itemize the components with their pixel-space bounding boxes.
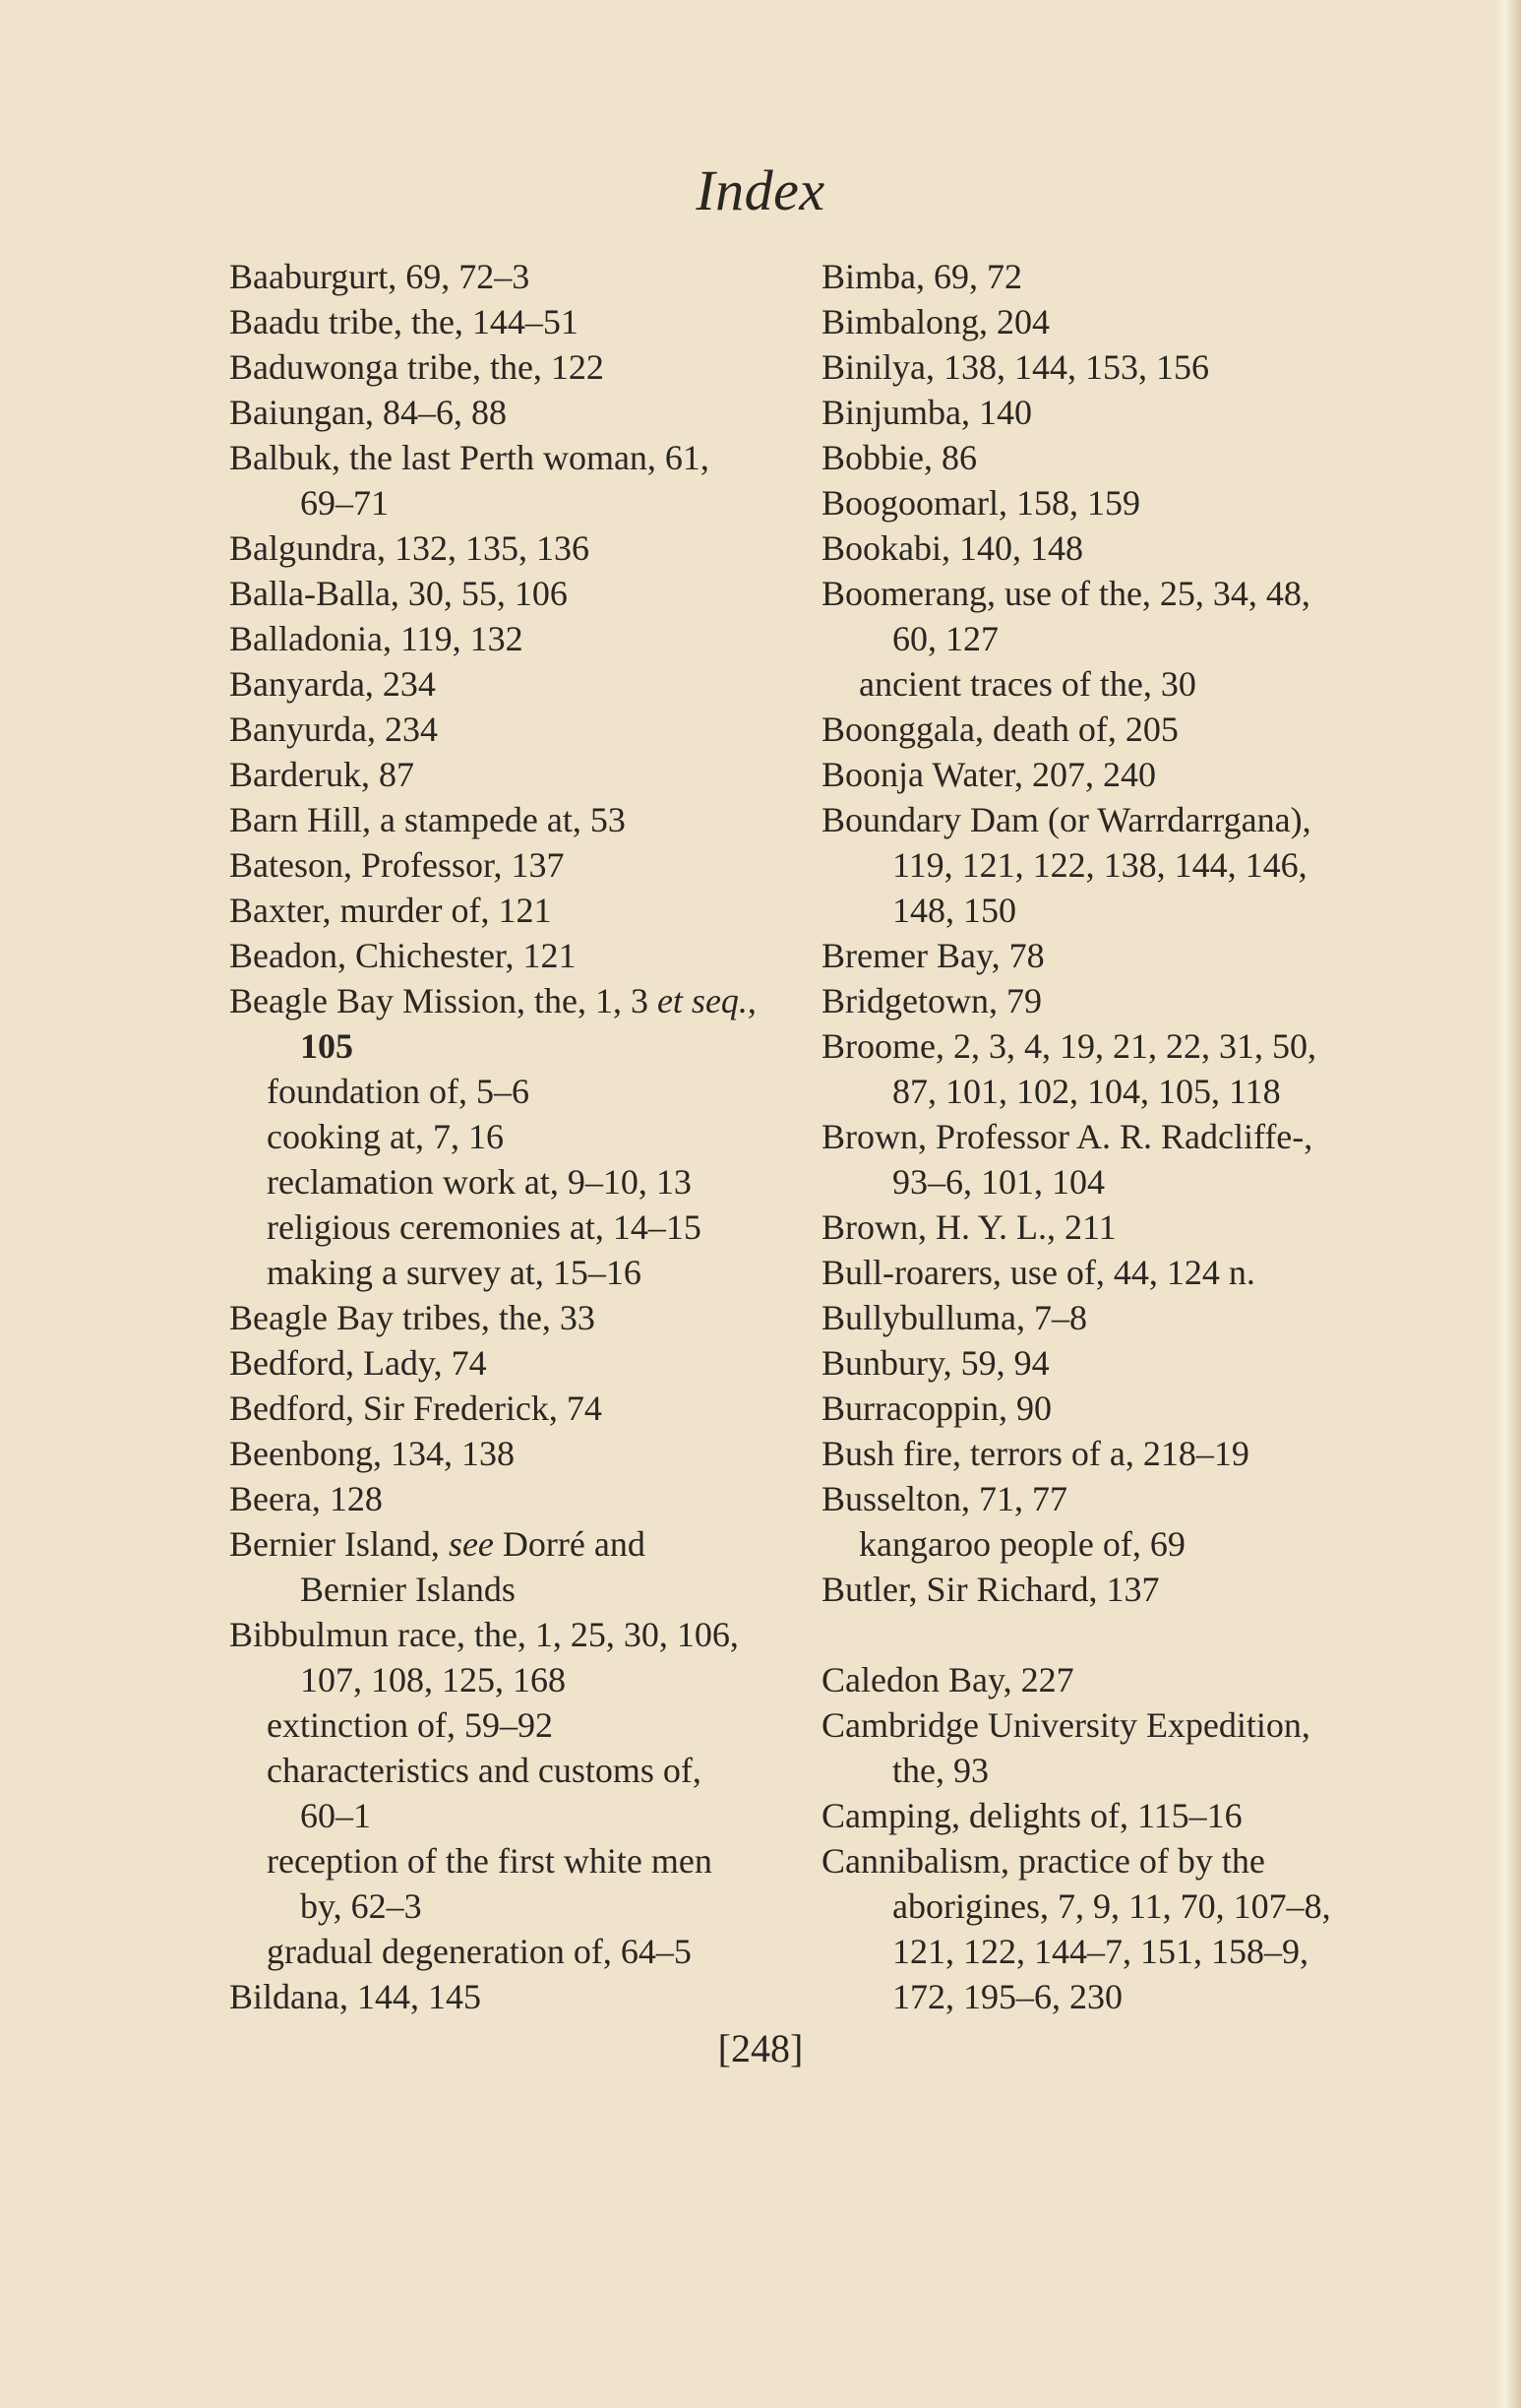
index-subentry: reclamation work at, 9–10, 13 — [267, 1162, 692, 1202]
index-entry: Baaburgurt, 69, 72–3 — [229, 257, 530, 296]
entry-continuation: 87, 101, 102, 104, 105, 118 — [892, 1072, 1281, 1111]
entry-continuation: 93–6, 101, 104 — [892, 1162, 1105, 1202]
index-entry: Bullybulluma, 7–8 — [821, 1298, 1087, 1337]
index-entry: Beenbong, 134, 138 — [229, 1434, 515, 1473]
index-subentry: cooking at, 7, 16 — [267, 1117, 504, 1156]
index-entry: Bateson, Professor, 137 — [229, 845, 565, 885]
index-subentry: foundation of, 5–6 — [267, 1072, 529, 1111]
index-subentry — [229, 1748, 780, 1838]
index-subentry: ancient traces of the, 30 — [859, 664, 1196, 704]
index-entry: Bimbalong, 204 — [821, 302, 1050, 341]
entry-text: Boundary Dam (or Warrdarrgana), — [821, 800, 1311, 839]
page-number: [248] — [717, 2026, 804, 2070]
entry-text: Boomerang, use of the, 25, 34, 48, — [821, 574, 1310, 613]
entry-continuation: 69–71 — [300, 483, 389, 523]
index-entry: Boonggala, death of, 205 — [821, 710, 1179, 749]
index-entry: Beadon, Chichester, 121 — [229, 936, 577, 975]
entry-continuation: 121, 122, 144–7, 151, 158–9, — [892, 1932, 1308, 1971]
index-entry: Bimba, 69, 72 — [821, 257, 1022, 296]
index-column-right — [821, 254, 1377, 2019]
index-subentry: extinction of, 59–92 — [267, 1705, 553, 1745]
index-entry: Bunbury, 59, 94 — [821, 1343, 1050, 1383]
index-entry — [821, 571, 1377, 661]
entry-text: Beagle Bay Mission, the, 1, 3 — [229, 981, 648, 1020]
index-entry: Bush fire, terrors of a, 218–19 — [821, 1434, 1249, 1473]
entry-text: Bibbulmun race, the, 1, 25, 30, 106, — [229, 1615, 739, 1654]
index-entry — [229, 435, 780, 525]
index-subentry: religious ceremonies at, 14–15 — [267, 1207, 701, 1247]
index-entry — [821, 1702, 1377, 1793]
entry-text: Bernier Island, — [229, 1524, 440, 1564]
entry-text: Cambridge University Expedition, — [821, 1705, 1310, 1745]
index-entry: Binjumba, 140 — [821, 393, 1032, 432]
index-entry: Beagle Bay tribes, the, 33 — [229, 1298, 595, 1337]
index-entry — [821, 1023, 1377, 1114]
index-entry — [229, 1521, 780, 1612]
entry-continuation: 172, 195–6, 230 — [892, 1977, 1123, 2016]
index-entry: Baduwonga tribe, the, 122 — [229, 347, 604, 387]
index-entry: Boogoomarl, 158, 159 — [821, 483, 1140, 523]
index-entry — [229, 1612, 780, 1702]
index-entry: Baxter, murder of, 121 — [229, 891, 552, 930]
index-entry: Balla-Balla, 30, 55, 106 — [229, 574, 568, 613]
index-entry: Bedford, Sir Frederick, 74 — [229, 1389, 602, 1428]
index-entry: Barn Hill, a stampede at, 53 — [229, 800, 626, 839]
index-entry — [821, 1114, 1377, 1204]
index-entry: Baadu tribe, the, 144–51 — [229, 302, 578, 341]
entry-continuation: 119, 121, 122, 138, 144, 146, — [892, 845, 1308, 885]
index-entry: Bull-roarers, use of, 44, 124 n. — [821, 1253, 1255, 1292]
index-entry: Banyurda, 234 — [229, 710, 438, 749]
index-entry: Balladonia, 119, 132 — [229, 619, 523, 658]
index-column-left — [229, 254, 780, 2019]
index-entry: Beera, 128 — [229, 1479, 383, 1518]
page-title: Index — [696, 158, 825, 222]
entry-continuation: Bernier Islands — [300, 1570, 516, 1609]
index-subentry: gradual degeneration of, 64–5 — [267, 1932, 692, 1971]
entry-text: reception of the first white men — [267, 1841, 712, 1881]
entry-text: Broome, 2, 3, 4, 19, 21, 22, 31, 50, — [821, 1026, 1316, 1066]
index-entry — [821, 797, 1377, 933]
index-entry: Bedford, Lady, 74 — [229, 1343, 487, 1383]
entry-text: , — [747, 981, 757, 1020]
entry-continuation: 148, 150 — [892, 891, 1016, 930]
index-entry: Caledon Bay, 227 — [821, 1660, 1074, 1699]
entry-text: Dorré and — [502, 1524, 645, 1564]
index-entry: Banyarda, 234 — [229, 664, 436, 704]
entry-text: Brown, Professor A. R. Radcliffe-, — [821, 1117, 1313, 1156]
entry-text: Cannibalism, practice of by the — [821, 1841, 1265, 1881]
index-entry: Barderuk, 87 — [229, 755, 414, 794]
index-subentry — [229, 1838, 780, 1929]
index-entry: Boonja Water, 207, 240 — [821, 755, 1156, 794]
entry-continuation: 60, 127 — [892, 619, 999, 658]
index-entry: Busselton, 71, 77 — [821, 1479, 1068, 1518]
index-entry: Balgundra, 132, 135, 136 — [229, 528, 589, 568]
index-subentry: kangaroo people of, 69 — [859, 1524, 1186, 1564]
index-entry: Baiungan, 84–6, 88 — [229, 393, 507, 432]
index-entry: Burracoppin, 90 — [821, 1389, 1052, 1428]
entry-continuation: by, 62–3 — [300, 1886, 422, 1926]
index-entry: Bridgetown, 79 — [821, 981, 1042, 1020]
index-entry: Binilya, 138, 144, 153, 156 — [821, 347, 1209, 387]
index-entry: Bremer Bay, 78 — [821, 936, 1045, 975]
index-entry: Bobbie, 86 — [821, 438, 977, 477]
index-entry — [229, 978, 780, 1069]
entry-italic-text: et seq. — [656, 981, 748, 1020]
index-entry: Butler, Sir Richard, 137 — [821, 1570, 1160, 1609]
index-entry — [821, 1838, 1377, 2019]
index-entry: Camping, delights of, 115–16 — [821, 1796, 1243, 1835]
section-gap — [821, 1612, 1377, 1657]
entry-continuation: the, 93 — [892, 1751, 989, 1790]
entry-continuation: 60–1 — [300, 1796, 371, 1835]
entry-italic-text: see — [448, 1524, 494, 1564]
index-subentry: making a survey at, 15–16 — [267, 1253, 641, 1292]
entry-continuation: 105 — [300, 1026, 353, 1066]
entry-continuation: aborigines, 7, 9, 11, 70, 107–8, — [892, 1886, 1331, 1926]
page-edge — [1493, 0, 1521, 2408]
entry-continuation: 107, 108, 125, 168 — [300, 1660, 566, 1699]
entry-text: Balbuk, the last Perth woman, 61, — [229, 438, 709, 477]
entry-text: characteristics and customs of, — [267, 1751, 701, 1790]
index-entry: Brown, H. Y. L., 211 — [821, 1207, 1117, 1247]
index-entry: Bookabi, 140, 148 — [821, 528, 1083, 568]
index-entry: Bildana, 144, 145 — [229, 1977, 481, 2016]
